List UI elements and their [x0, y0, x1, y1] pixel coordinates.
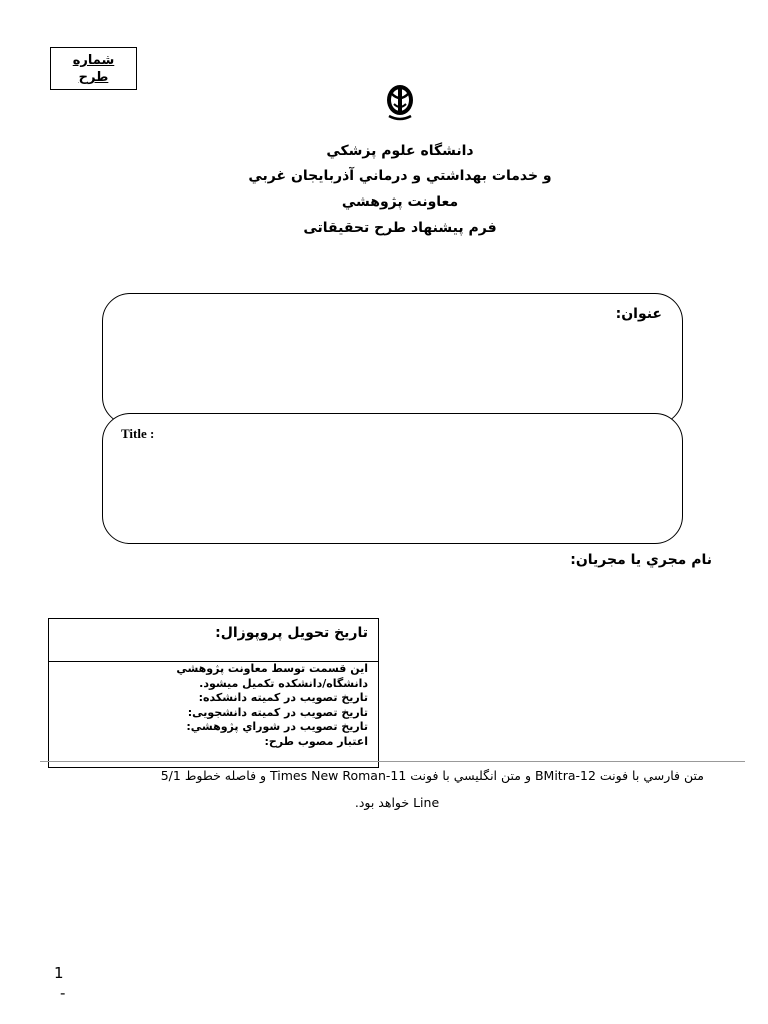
- proposal-line: این قسمت توسط معاونت پژوهشي: [176, 662, 368, 675]
- page-number: 1: [54, 964, 64, 982]
- deputy-name: معاونت پژوهشي: [341, 194, 459, 210]
- university-name: دانشگاه علوم پزشكي: [326, 143, 474, 159]
- executors-label: نام مجري يا مجريان:: [570, 552, 712, 568]
- services-name: و خدمات بهداشتي و درماني آذربايجان غربي: [248, 168, 552, 184]
- proposal-line: تاریخ تصویب در کمیته دانشکده:: [198, 691, 368, 704]
- plan-number-label-line2: طرح: [78, 70, 109, 85]
- proposal-line: تاریخ تصویب در کمیته دانشجویی:: [187, 705, 368, 719]
- title-en-label: Title :: [121, 426, 155, 441]
- formatting-note-line1: متن فارسي با فونت BMitra-12 و متن انگليسي با فونت Times New Roman-11 و فاصله خطوط 5/1: [160, 768, 704, 783]
- title-fa-box[interactable]: [102, 293, 683, 425]
- title-fa-label: عنوان:: [615, 306, 662, 322]
- form-title: فرم پیشنهاد طرح تحقیقاتی: [303, 220, 497, 236]
- title-en-box[interactable]: [102, 413, 683, 544]
- formatting-note-line2: Line خواهد بود.: [354, 795, 440, 810]
- proposal-details: [68, 662, 368, 749]
- proposal-line: دانشگاه/دانشكده تكميل ميشود.: [199, 676, 368, 690]
- proposal-line: تاريخ تصويب در شوراي پژوهشي:: [186, 720, 368, 733]
- proposal-header-row: [49, 619, 378, 662]
- proposal-delivery-date-label: تاریخ تحویل پروپوزال:: [215, 625, 368, 641]
- plan-number-label-line1: شماره: [72, 53, 115, 68]
- university-emblem-icon: [383, 82, 417, 122]
- proposal-line: اعتبار مصوب طرح:: [264, 734, 368, 748]
- page-dash: -: [60, 984, 66, 1002]
- plan-number-box: [50, 47, 137, 90]
- proposal-box: [48, 618, 379, 768]
- formatting-note: [90, 762, 704, 816]
